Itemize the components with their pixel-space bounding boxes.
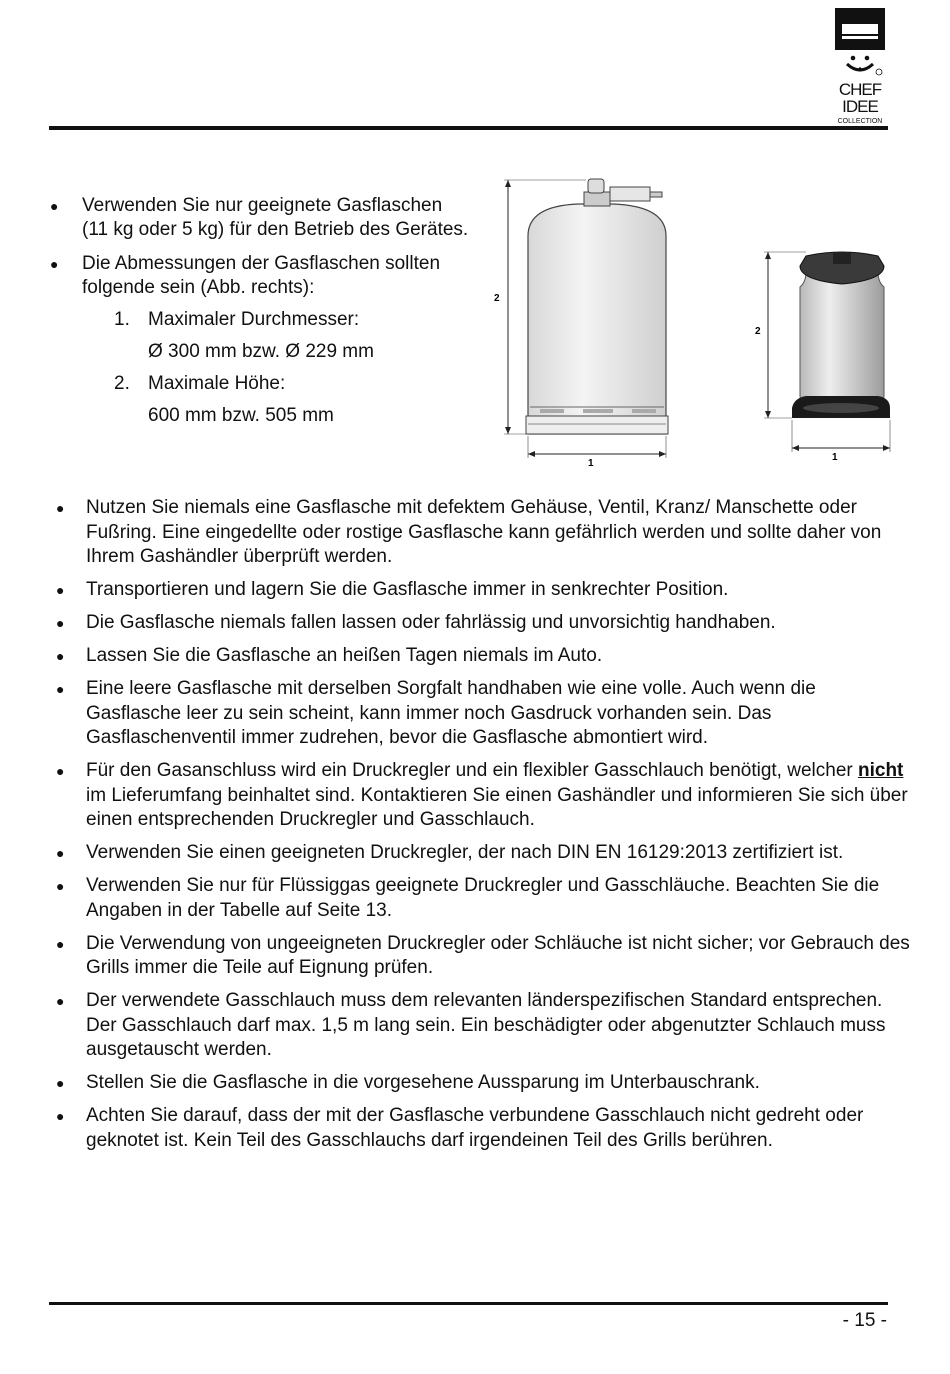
page-number: - 15 - bbox=[842, 1310, 887, 1331]
intro-bullet-1 bbox=[50, 194, 470, 242]
chef-idee-logo bbox=[833, 6, 887, 126]
small-height-label: 2 bbox=[755, 326, 761, 337]
safety-bullet-text: Die Gasflasche niemals fallen lassen oder fahrlässig und unvorsichtig handhaben. bbox=[86, 612, 776, 633]
dimension-item-1-number: 1. bbox=[114, 309, 130, 330]
safety-bullet bbox=[52, 932, 912, 981]
dimension-item-2-label: Maximale Höhe: bbox=[148, 373, 286, 394]
intro-bullet-2-text: Die Abmessungen der Gasflaschen sollten folgende sein (Abb. rechts): bbox=[82, 253, 441, 298]
safety-bullet-text: Die Verwendung von ungeeigneten Druckregler oder Schläuche ist nicht sicher; vor Gebrauch des Grills immer die Teile auf Eignung prüfen. bbox=[86, 932, 910, 978]
safety-instructions-list bbox=[52, 496, 912, 1162]
safety-bullet-text: Achten Sie darauf, dass der mit der Gasflasche verbundene Gasschlauch nicht gedreht oder geknotet ist. Kein Teil des Gasschlauchs darf irgendeinen Teil des Grills berühren. bbox=[86, 1105, 864, 1151]
logo-chef-text: CHEF bbox=[838, 80, 882, 99]
safety-bullet-regulator bbox=[52, 759, 912, 833]
safety-bullet bbox=[52, 1104, 912, 1153]
safety-bullet-text: Lassen Sie die Gasflasche an heißen Tagen niemals im Auto. bbox=[86, 645, 603, 666]
small-gas-cylinder bbox=[792, 252, 890, 418]
safety-bullet bbox=[52, 644, 912, 669]
dimension-item-2-number: 2. bbox=[114, 373, 130, 394]
dimension-item-2-value: 600 mm bzw. 505 mm bbox=[148, 405, 334, 426]
bullet-icon: ● bbox=[56, 1075, 65, 1091]
dimension-item-1-label: Maximaler Durchmesser: bbox=[148, 309, 360, 330]
bullet-icon: ● bbox=[56, 681, 65, 697]
safety-bullet bbox=[52, 989, 912, 1063]
gas-cylinder-figure bbox=[488, 172, 908, 472]
small-width-label: 1 bbox=[832, 452, 838, 463]
logo-idee-text: IDEE bbox=[842, 97, 878, 116]
bullet-icon: ● bbox=[56, 878, 65, 894]
bullet-icon: ● bbox=[50, 198, 59, 214]
safety-bullet-text: Transportieren und lagern Sie die Gasflasche immer in senkrechter Position. bbox=[86, 579, 729, 600]
large-width-label: 1 bbox=[588, 458, 594, 469]
safety-bullet bbox=[52, 611, 912, 636]
safety-bullet-text: Verwenden Sie einen geeigneten Druckregler, der nach DIN EN 16129:2013 zertifiziert ist. bbox=[86, 842, 844, 863]
dimension-item-1-value: Ø 300 mm bzw. Ø 229 mm bbox=[148, 341, 374, 362]
safety-bullet-text: Stellen Sie die Gasflasche in die vorgesehene Aussparung im Unterbauschrank. bbox=[86, 1072, 760, 1093]
bullet-icon: ● bbox=[56, 935, 65, 952]
header-rule bbox=[49, 126, 888, 130]
safety-bullet bbox=[52, 677, 912, 751]
bullet-icon: ● bbox=[56, 993, 65, 1009]
bullet-icon: ● bbox=[56, 615, 65, 631]
regulator-text-before: Für den Gasanschluss wird ein Druckregler und ein flexibler Gasschlauch benötigt, welcher bbox=[86, 760, 858, 781]
logo-collection-text: COLLECTION bbox=[837, 118, 883, 125]
chef-hat-icon bbox=[833, 6, 887, 86]
safety-bullet-text: Der verwendete Gasschlauch muss dem relevanten länderspezifischen Standard entsprechen. Der Gasschlauch darf max. 1,5 m lang sein. Ein beschädigter oder abgenutzter Schlauch muss ausgetauscht werden. bbox=[86, 990, 886, 1060]
bullet-icon: ● bbox=[56, 500, 65, 516]
safety-bullet-text: Eine leere Gasflasche mit derselben Sorgfalt handhaben wie eine volle. Auch wenn die Gasflasche leer zu sein scheint, kann immer noch Gasdruck vorhanden sein. Das Gasflaschenventil immer zudrehen, bevor die Gasflasche abmontiert wird. bbox=[86, 678, 816, 748]
dimension-item-1 bbox=[82, 308, 470, 332]
safety-bullet bbox=[52, 578, 912, 603]
footer-rule bbox=[49, 1302, 888, 1305]
safety-bullet-text: Nutzen Sie niemals eine Gasflasche mit defektem Gehäuse, Ventil, Kranz/ Manschette oder Fußring. Eine eingedellte oder rostige Gasflasche kann gefährlich werden und sollte daher von Ihrem Gashändler überprüft werden. bbox=[86, 497, 882, 567]
bullet-icon: ● bbox=[56, 1108, 65, 1124]
safety-bullet bbox=[52, 496, 912, 570]
bullet-icon: ● bbox=[56, 845, 65, 861]
regulator-text-after: im Lieferumfang beinhaltet sind. Kontaktieren Sie einen Gashändler und informieren Sie sich über einen entsprechenden Druckregler und Gasschlauch. bbox=[86, 784, 908, 830]
bullet-icon: ● bbox=[50, 256, 59, 272]
large-height-label: 2 bbox=[494, 293, 500, 304]
bullet-icon: ● bbox=[56, 648, 65, 664]
intro-bullet-2 bbox=[50, 252, 470, 428]
dimension-item-2 bbox=[82, 372, 470, 396]
safety-bullet bbox=[52, 1071, 912, 1096]
regulator-emphasis: nicht bbox=[858, 760, 904, 781]
intro-bullet-1-text: Verwenden Sie nur geeignete Gasflaschen (11 kg oder 5 kg) für den Betrieb des Gerätes. bbox=[82, 195, 469, 240]
bullet-icon: ● bbox=[56, 582, 65, 598]
safety-bullet bbox=[52, 874, 912, 923]
intro-list bbox=[50, 194, 470, 428]
safety-bullet-text: Verwenden Sie nur für Flüssiggas geeignete Druckregler und Gasschläuche. Beachten Sie die Angaben in der Tabelle auf Seite 13. bbox=[86, 875, 880, 921]
large-gas-cylinder bbox=[526, 179, 668, 434]
safety-bullet bbox=[52, 841, 912, 866]
bullet-icon: ● bbox=[56, 763, 65, 779]
gas-cylinder-diagram bbox=[488, 172, 908, 472]
intro-section bbox=[50, 194, 470, 438]
